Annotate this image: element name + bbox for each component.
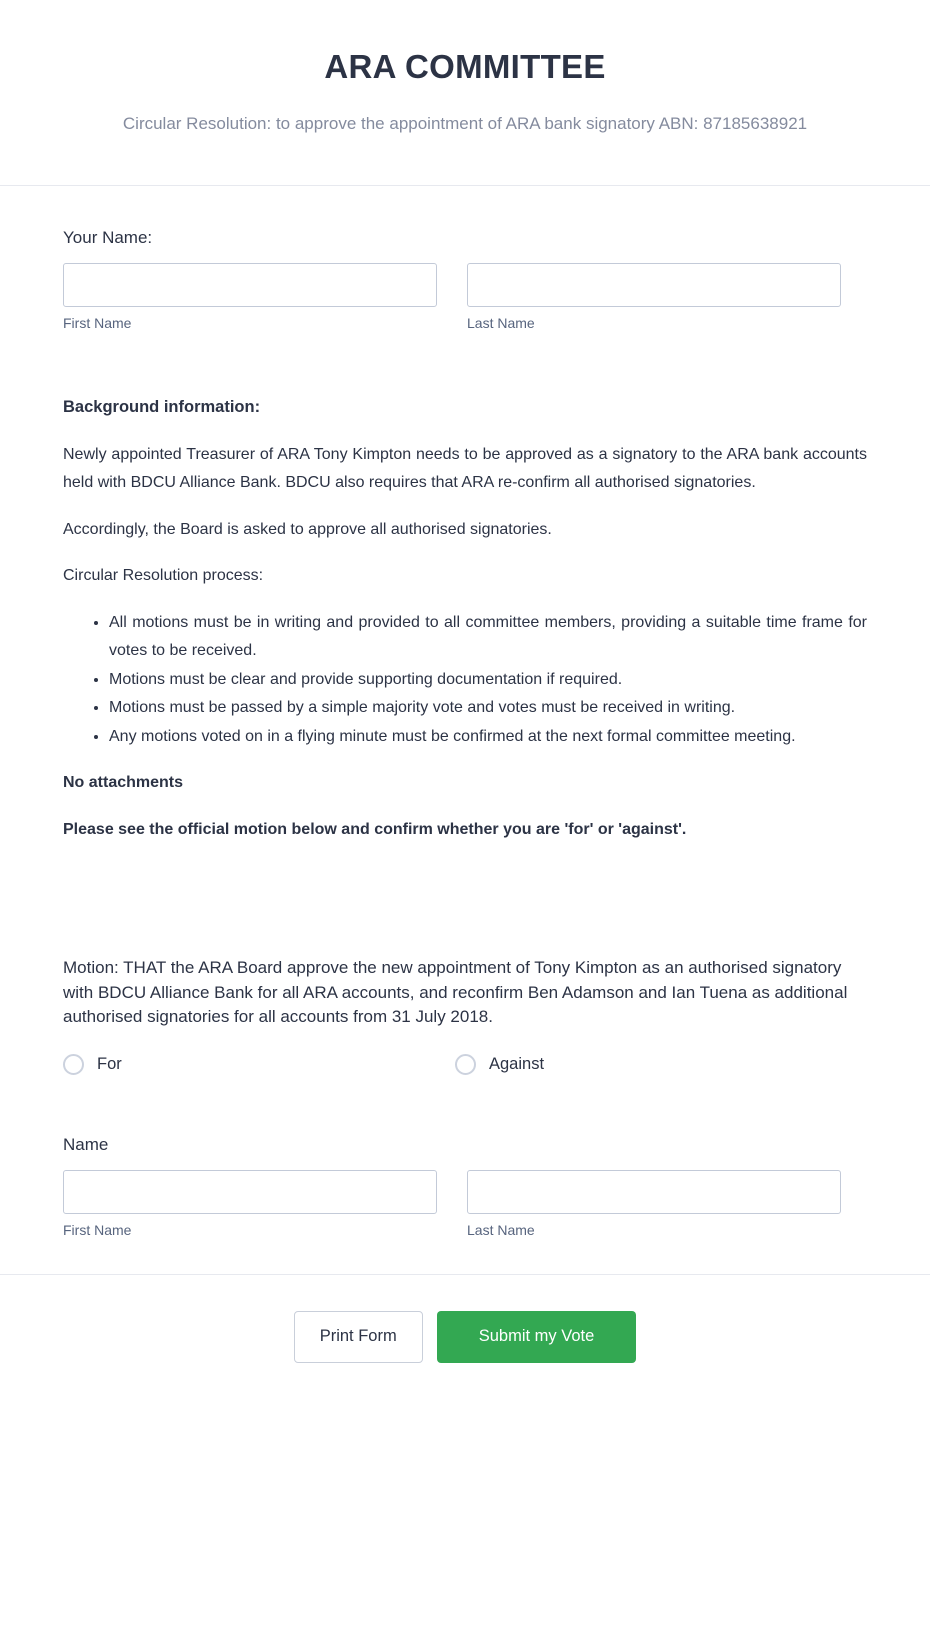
vote-option-against[interactable] <box>455 1054 847 1075</box>
your-name-last-input[interactable] <box>467 263 841 307</box>
name-last-input[interactable] <box>467 1170 841 1214</box>
name-section <box>0 1075 930 1238</box>
name-first-input[interactable] <box>63 1170 437 1214</box>
motion-text: Motion: THAT the ARA Board approve the new appointment of Tony Kimpton as an authorised signatory with BDCU Alliance Bank for all ARA accounts, and reconfirm Ben Adamson and Ian Tuena as additional authorised signatories for all accounts from 31 July 2018. <box>63 958 848 1026</box>
name-first-field <box>63 1170 437 1238</box>
submit-vote-button[interactable]: Submit my Vote <box>437 1311 637 1363</box>
motion-section <box>0 844 930 1075</box>
background-paragraph-1: Newly appointed Treasurer of ARA Tony Kimpton needs to be approved as a signatory to the ARA bank accounts held with BDCU Alliance Bank. BDCU also requires that ARA re-confirm all authorised signatories. <box>63 445 867 491</box>
list-item: • Any motions voted on in a flying minute must be confirmed at the next formal committee meeting. <box>109 723 867 752</box>
background-section <box>0 331 930 844</box>
your-name-first-field <box>63 263 437 331</box>
vote-option-against-label: Against <box>489 1054 545 1073</box>
form-header <box>0 0 930 139</box>
your-name-last-sublabel: Last Name <box>467 315 535 331</box>
list-item: • All motions must be in writing and provided to all committee members, providing a suitable time frame for votes to be received. <box>109 609 867 666</box>
list-item: • Motions must be clear and provide supporting documentation if required. <box>109 666 867 695</box>
name-label: Name <box>63 1134 109 1154</box>
vote-options-row <box>63 1054 867 1075</box>
your-name-section <box>0 186 930 331</box>
name-last-field <box>467 1170 841 1238</box>
name-first-sublabel: First Name <box>63 1221 132 1238</box>
radio-against-icon[interactable] <box>455 1054 476 1075</box>
form-actions <box>0 1275 930 1363</box>
name-fields-row <box>63 1170 867 1238</box>
background-heading: Background information: <box>63 398 261 416</box>
no-attachments-note: No attachments <box>63 774 184 791</box>
your-name-first-input[interactable] <box>63 263 437 307</box>
background-paragraph-3: Circular Resolution process: <box>63 567 264 584</box>
your-name-fields-row <box>63 263 867 331</box>
form-title: ARA COMMITTEE <box>324 48 606 85</box>
radio-for-icon[interactable] <box>63 1054 84 1075</box>
name-last-sublabel: Last Name <box>467 1221 535 1238</box>
your-name-first-sublabel: First Name <box>63 315 132 331</box>
form-subtitle: Circular Resolution: to approve the appointment of ARA bank signatory ABN: 87185638921 <box>122 114 808 133</box>
your-name-label: Your Name: <box>63 228 153 247</box>
vote-option-for[interactable] <box>63 1054 455 1075</box>
confirm-instruction: Please see the official motion below and confirm whether you are 'for' or 'against'. <box>63 820 687 838</box>
your-name-last-field <box>467 263 841 331</box>
background-paragraph-2: Accordingly, the Board is asked to approve all authorised signatories. <box>63 520 552 538</box>
resolution-process-list <box>63 609 867 752</box>
print-form-button[interactable]: Print Form <box>294 1311 423 1363</box>
list-item: • Motions must be passed by a simple majority vote and votes must be received in writing. <box>109 694 867 723</box>
vote-option-for-label: For <box>97 1054 122 1073</box>
